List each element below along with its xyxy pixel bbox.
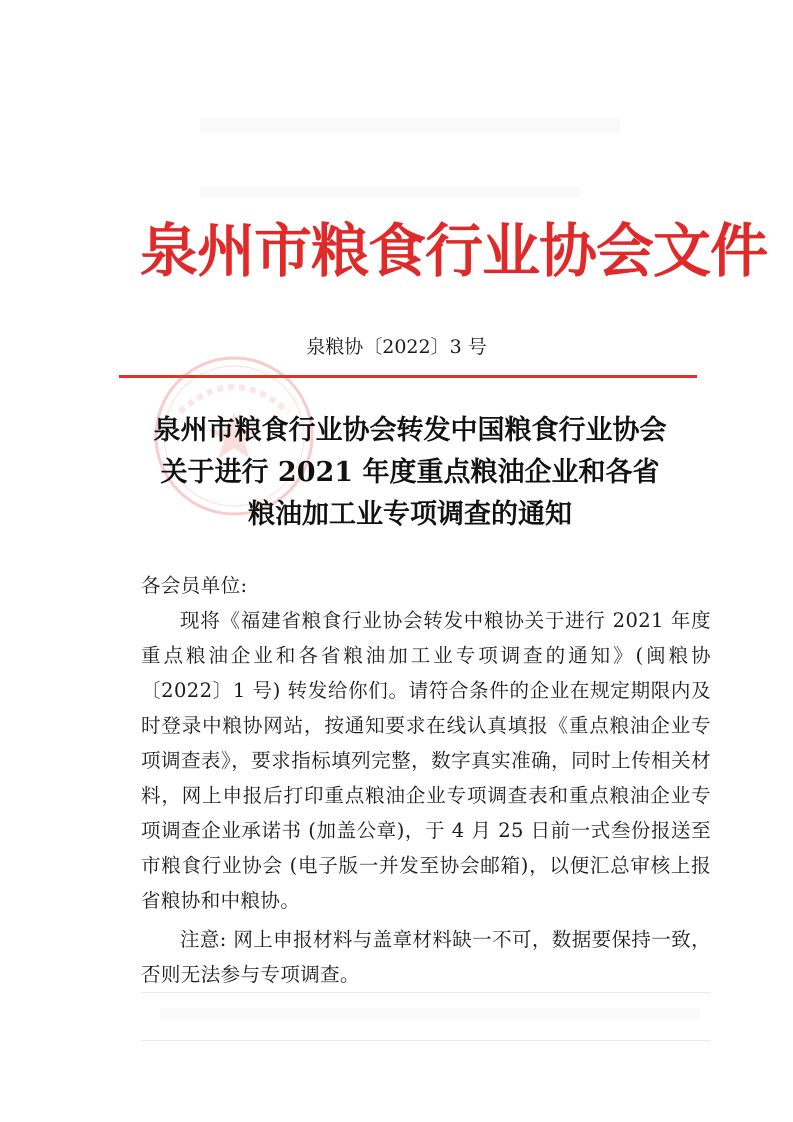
notice-body bbox=[141, 568, 711, 992]
show-through-texture bbox=[160, 1008, 700, 1020]
notice-title-line: 关于进行 2021 年度重点粮油企业和各省 bbox=[160, 457, 660, 488]
faint-rule bbox=[141, 992, 711, 993]
notice-title bbox=[120, 410, 700, 536]
notice-title-line: 泉州市粮食行业协会转发中国粮食行业协会 bbox=[153, 415, 667, 446]
show-through-texture bbox=[200, 186, 580, 198]
body-paragraph: 现将《福建省粮食行业协会转发中粮协关于进行 2021 年度重点粮油企业和各省粮油加工业专项调查的通知》(闽粮协〔2022〕1 号) 转发给你们。请符合条件的企业在规定期限内及时登录中粮协网站，按通知要求在线认真填报《重点粮油企业专项调查表》，要求指标填列完整，数字真实准确，同时上传相关材料，网上申报后打印重点粮油企业专项调查表和重点粮油企业专项调查企业承诺书 (加盖公章)，于 4 月 25 日前一式叁份报送至市粮食行业协会 (电子版一并发至协会邮箱)，以便汇总审核上报省粮协和中粮协。 bbox=[141, 609, 711, 912]
notice-title-line: 粮油加工业专项调查的通知 bbox=[248, 499, 572, 530]
show-through-texture bbox=[200, 118, 620, 132]
note-paragraph: 注意: 网上申报材料与盖章材料缺一不可，数据要保持一致，否则无法参与专项调查。 bbox=[141, 928, 711, 986]
faint-rule bbox=[141, 1040, 711, 1041]
document-number: 泉粮协〔2022〕3 号 bbox=[306, 336, 487, 358]
org-document-title: 泉州市粮食行业协会文件 bbox=[140, 217, 768, 285]
salutation: 各会员单位: bbox=[141, 574, 248, 597]
